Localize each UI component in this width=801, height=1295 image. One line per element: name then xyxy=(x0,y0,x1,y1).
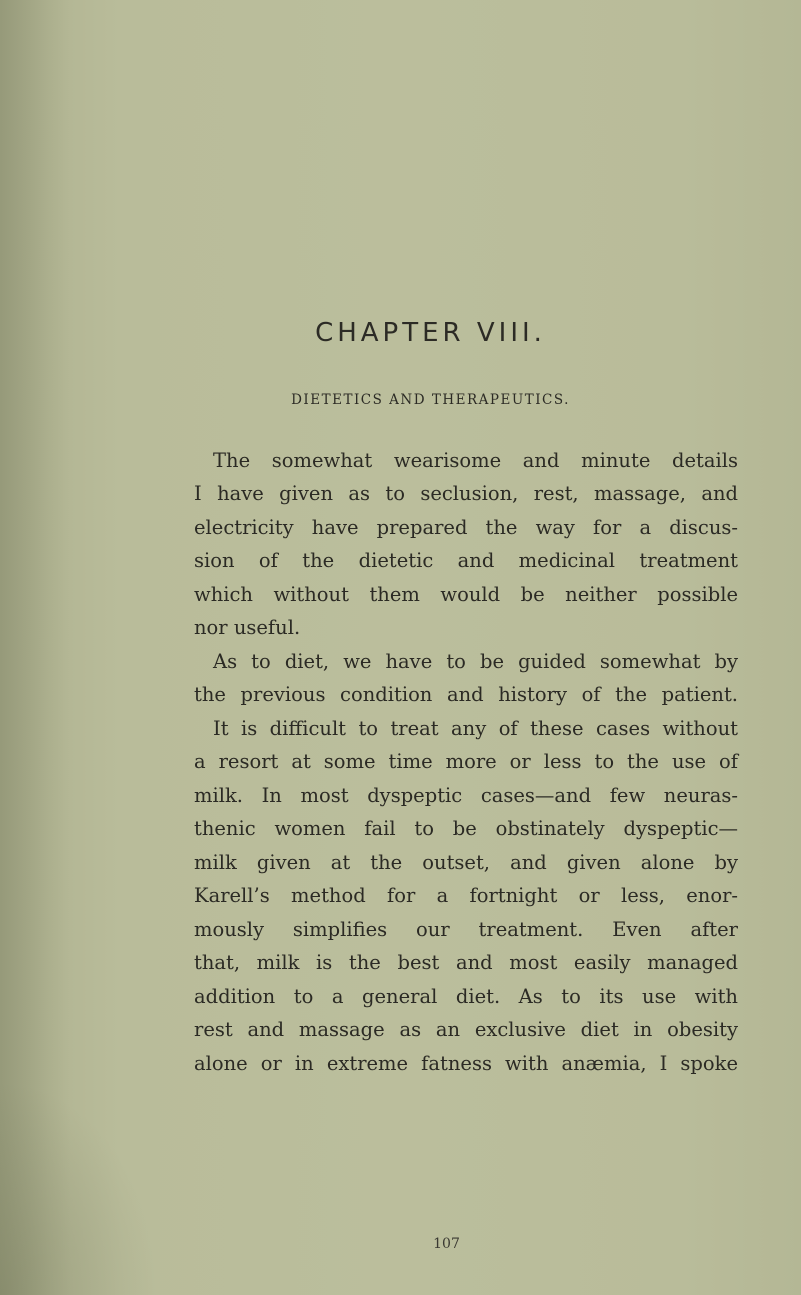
text-line: It is difficult to treat any of these cases without xyxy=(213,717,738,740)
text-line: mously simplifies our treatment. Even after xyxy=(194,918,738,941)
text-line: a resort at some time more or less to the use of xyxy=(194,750,738,773)
text-line: thenic women fail to be obstinately dyspeptic— xyxy=(194,817,738,840)
page-number: 107 xyxy=(433,1236,460,1252)
text-line: that, milk is the best and most easily managed xyxy=(194,951,738,974)
text-line: electricity have prepared the way for a discus- xyxy=(194,516,738,539)
text-line: addition to a general diet. As to its use with xyxy=(194,985,738,1008)
text-line: rest and massage as an exclusive diet in obesity xyxy=(194,1018,738,1041)
text-line: which without them would be neither possible xyxy=(194,583,738,606)
text-line: As to diet, we have to be guided somewhat by xyxy=(213,650,738,673)
text-line: nor useful. xyxy=(194,616,301,639)
text-line: The somewhat wearisome and minute details xyxy=(213,449,738,472)
text-line: Karell’s method for a fortnight or less, enor- xyxy=(194,884,738,907)
page-corner-shadow xyxy=(0,1080,160,1295)
text-line: milk given at the outset, and given alone by xyxy=(194,851,738,874)
text-line: milk. In most dyspeptic cases—and few neuras- xyxy=(194,784,738,807)
text-line: sion of the dietetic and medicinal treatment xyxy=(194,549,738,572)
section-title: DIETETICS AND THERAPEUTICS. xyxy=(291,392,570,408)
chapter-heading: CHAPTER VIII. xyxy=(315,318,546,348)
text-line: I have given as to seclusion, rest, massage, and xyxy=(194,482,738,505)
text-line: the previous condition and history of the patient. xyxy=(194,683,738,706)
text-line: alone or in extreme fatness with anæmia, I spoke xyxy=(194,1052,738,1075)
